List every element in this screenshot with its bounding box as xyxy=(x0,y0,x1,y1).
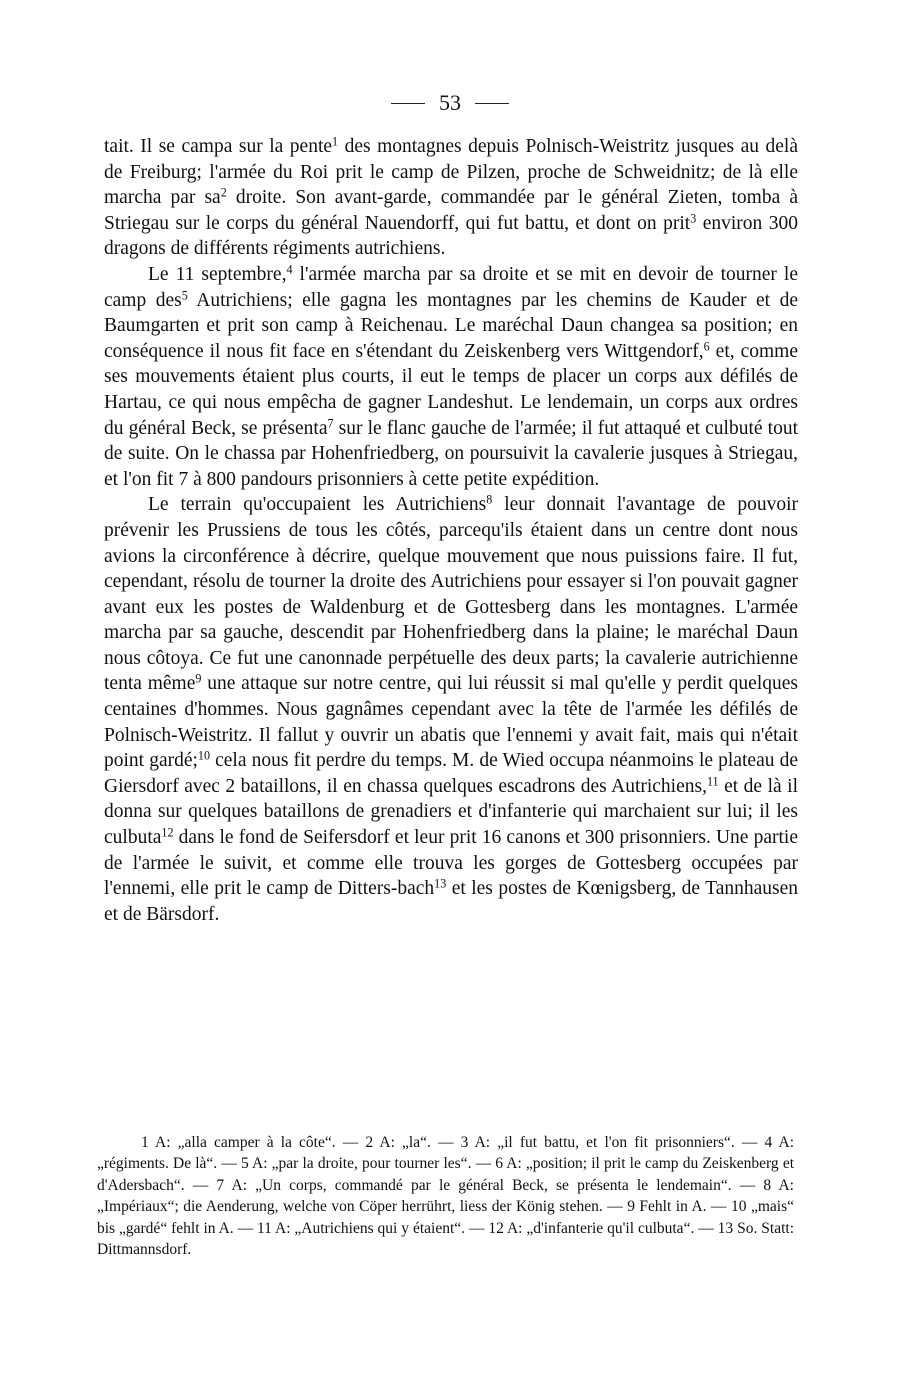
footnote-marker: 4 xyxy=(286,262,293,277)
footnote-marker: 10 xyxy=(197,748,210,763)
text-run: dans le fond de Seifersdorf et leur prit 16 canons et 300 prisonniers. Une partie de l'armée le suivit, et comme elle trouva les gorges de Gottesberg occupées par l'ennemi, elle prit le camp de Ditters-bach xyxy=(104,827,798,900)
paragraph xyxy=(104,492,798,927)
footnote-marker: 7 xyxy=(327,415,334,430)
text-run: Autrichiens; elle gagna les montagnes par les chemins de Kauder et de Baumgarten et prit son camp à Reichenau. Le maréchal Daun changea sa position; en conséquence il nous fit face en s'étendant du Zeiskenberg vers Wittgendorf, xyxy=(104,289,798,362)
footnote-marker: 11 xyxy=(706,774,719,789)
text-run: cela nous fit perdre du temps. M. de Wied occupa néanmoins le plateau de Giersdorf avec 2 bataillons, il en chassa quelques escadrons des Autrichiens, xyxy=(104,750,798,797)
footnote-marker: 3 xyxy=(690,211,697,226)
text-run: 1 A: „alla camper à la côte“. — 2 A: „la“. — 3 A: „il fut battu, et l'on fit prisonniers“. — 4 A: „régiments. De là“. — 5 A: „par la droite, pour tourner les“. — 6 A: „position; il prit le camp du Zeiskenberg et d'Adersbach“. — 7 A: „Un corps, commandé par le général Beck, se présenta le lendemain“. — 8 A: „Impériaux“; die Aenderung, welche von Cöper herrührt, liess der König stehen. — 9 Fehlt in A. — 10 „mais“ bis „gardé“ fehlt in A. — 11 A: „Autrichiens qui y étaient“. — 12 A: „d'infanterie qu'il culbuta“. — 13 So. Statt: Dittmannsdorf. xyxy=(97,1134,794,1259)
paragraph xyxy=(104,262,798,492)
text-run: environ 300 dragons de différents régiments autrichiens. xyxy=(104,212,798,260)
footnote-marker: 1 xyxy=(332,134,339,149)
footnote-marker: 2 xyxy=(220,185,227,200)
text-run: Le terrain qu'occupaient les Autrichiens xyxy=(148,494,487,516)
footnote-marker: 6 xyxy=(703,339,710,354)
footnote-marker: 5 xyxy=(181,287,188,302)
footnote-block xyxy=(97,1132,794,1260)
text-run: et, comme ses mouvements étaient plus courts, il eut le temps de placer un corps aux défilés de Hartau, ce qui nous empêcha de gagner Landeshut. Le lendemain, un corps aux ordres du général Beck, se présenta xyxy=(104,340,799,439)
header-rule-right xyxy=(475,103,509,104)
text-run: Le 11 septembre, xyxy=(148,263,287,285)
main-text xyxy=(104,134,798,927)
paragraph xyxy=(104,134,798,262)
text-run: sur le flanc gauche de l'armée; il fut attaqué et culbuté tout de suite. On le chassa par Hohenfriedberg, on poursuivit la cavalerie jusques à Striegau, et l'on fit 7 à 800 pandours prisonniers à cette petite expédition. xyxy=(104,417,799,490)
text-run: une attaque sur notre centre, qui lui réussit si mal qu'elle y perdit quelques centaines d'hommes. Nous gagnâmes cependant avec la tête de l'armée les défilés de Polnisch-Weistritz. Il fallut y ouvrir un abatis que l'ennemi y avait fait, mais qui n'était point gardé; xyxy=(104,673,798,772)
header-rule-left xyxy=(391,103,425,104)
text-run: des montagnes depuis Polnisch-Weistritz jusques au delà de Freiburg; l'armée du Roi prit le camp de Pilzen, proche de Schweidnitz; de là elle marcha par sa xyxy=(104,136,798,209)
page-number: 53 xyxy=(439,90,461,115)
text-run: et de là il donna sur quelques bataillons de grenadiers et d'infanterie qui marchaient sur lui; il les culbuta xyxy=(104,775,798,849)
footnote-marker: 8 xyxy=(486,492,493,507)
footnotes xyxy=(97,1132,794,1260)
text-run: l'armée marcha par sa droite et se mit en devoir de tourner le camp des xyxy=(104,263,798,311)
text-run: tait. Il se campa sur la pente xyxy=(104,136,333,157)
text-run: droite. Son avant-garde, commandée par le général Zieten, tomba à Striegau sur le corps du général Nauendorff, qui fut battu, et dont on prit xyxy=(104,187,798,234)
footnote-marker: 9 xyxy=(195,671,202,686)
text-run: et les postes de Kœnigsberg, de Tannhausen et de Bärsdorf. xyxy=(104,878,798,925)
text-run: leur donnait l'avantage de pouvoir prévenir les Prussiens de tous les côtés, parcequ'ils étaient dans un centre dont nous avions la circonférence à décrire, quelque mouvement que nous puissions faire. Il fut, cependant, résolu de tourner la droite des Autrichiens pour essayer si l'on pouvait gagner avant eux les postes de Waldenburg et de Gottesberg dans les montagnes. L'armée marcha par sa gauche, descendit par Hohenfriedberg dans la plaine; le maréchal Daun nous côtoya. Ce fut une canonnade perpétuelle des deux parts; la cavalerie autrichienne tenta même xyxy=(104,494,799,695)
footnote-marker: 12 xyxy=(161,825,174,840)
footnote-marker: 13 xyxy=(434,876,447,891)
page-header xyxy=(0,92,900,114)
